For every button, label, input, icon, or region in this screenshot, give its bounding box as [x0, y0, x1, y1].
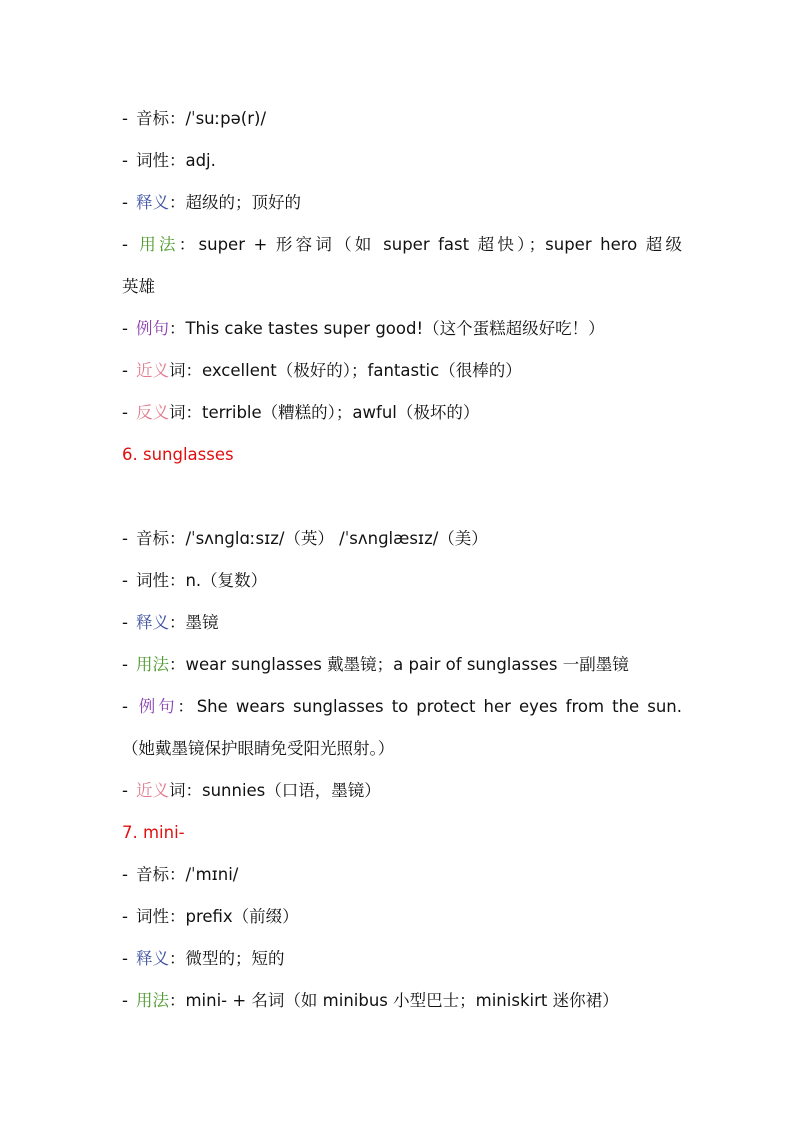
- sunglasses-example-translation: （她戴墨镜保护眼睛免受阳光照射。）: [122, 739, 395, 758]
- bullet-dash: -: [122, 319, 128, 338]
- mini-usage-line: [122, 990, 682, 1012]
- colon: ：: [168, 193, 186, 212]
- phonetic-value: /ˈmɪni/: [185, 865, 239, 884]
- colon: ：: [168, 655, 186, 674]
- synonym-label-suffix: 词: [168, 781, 186, 800]
- pos-value: prefix（前缀）: [185, 907, 299, 926]
- colon: ：: [168, 613, 186, 632]
- meaning-label: 释义: [135, 613, 169, 632]
- sunglasses-phonetic-line: [122, 528, 682, 550]
- synonym-label-suffix: 词: [168, 361, 186, 380]
- super-example-line: [122, 318, 682, 340]
- bullet-dash: -: [122, 991, 128, 1010]
- bullet-dash: -: [122, 235, 128, 254]
- bullet-dash: -: [122, 361, 128, 380]
- pos-value: adj.: [185, 151, 216, 170]
- antonym-label-suffix: 词: [168, 403, 186, 422]
- usage-label: 用法: [135, 655, 169, 674]
- synonym-value: excellent（极好的）；fantastic（很棒的）: [201, 361, 522, 380]
- colon: ：: [185, 781, 202, 800]
- antonym-label: 反义: [135, 403, 169, 422]
- colon: ：: [168, 151, 186, 170]
- super-usage-continuation: 英雄: [122, 277, 155, 296]
- phonetic-label: 音标: [135, 529, 169, 548]
- super-meaning-line: [122, 192, 682, 214]
- usage-value: wear sunglasses 戴墨镜；a pair of sunglasses 一副墨镜: [185, 655, 629, 674]
- pos-label: 词性: [135, 571, 169, 590]
- bullet-dash: -: [122, 403, 128, 422]
- bullet-dash: -: [122, 949, 128, 968]
- sunglasses-meaning-line: [122, 612, 682, 634]
- phonetic-value: /ˈsuːpə(r)/: [185, 109, 267, 128]
- usage-label: 用法: [135, 235, 179, 254]
- colon: ：: [168, 319, 186, 338]
- super-usage-line: [122, 234, 682, 256]
- sunglasses-usage-line: [122, 654, 682, 676]
- colon: ：: [168, 949, 186, 968]
- usage-value: super + 形容词（如 super fast 超快）；super hero 超级: [198, 235, 683, 254]
- synonym-label: 近义: [135, 361, 169, 380]
- pos-label: 词性: [135, 907, 169, 926]
- bullet-dash: -: [122, 865, 128, 884]
- meaning-label: 释义: [135, 193, 169, 212]
- colon: ：: [177, 697, 197, 716]
- colon: ：: [168, 907, 186, 926]
- entry-heading-sunglasses: 6. sunglasses: [122, 445, 234, 464]
- usage-value: mini- + 名词（如 minibus 小型巴士；miniskirt 迷你裙）: [185, 991, 619, 1010]
- phonetic-label: 音标: [135, 865, 169, 884]
- phonetic-value: /ˈsʌnɡlɑːsɪz/（英） /ˈsʌnɡlæsɪz/（美）: [185, 529, 488, 548]
- synonym-value: sunnies（口语，墨镜）: [201, 781, 381, 800]
- super-phonetic-line: [122, 108, 682, 130]
- colon: ：: [168, 529, 186, 548]
- meaning-value: 墨镜: [185, 613, 219, 632]
- colon: ：: [178, 235, 199, 254]
- bullet-dash: -: [122, 151, 128, 170]
- example-value: This cake tastes super good!（这个蛋糕超级好吃！）: [185, 319, 605, 338]
- colon: ：: [185, 361, 202, 380]
- sunglasses-example-line: [122, 696, 682, 718]
- synonym-label: 近义: [135, 781, 169, 800]
- phonetic-label: 音标: [135, 109, 169, 128]
- pos-label: 词性: [135, 151, 169, 170]
- pos-value: n.（复数）: [185, 571, 268, 590]
- meaning-value: 微型的；短的: [185, 949, 285, 968]
- example-label: 例句: [135, 319, 169, 338]
- super-pos-line: [122, 150, 682, 172]
- colon: ：: [185, 403, 202, 422]
- mini-phonetic-line: [122, 864, 682, 886]
- bullet-dash: -: [122, 781, 128, 800]
- mini-pos-line: [122, 906, 682, 928]
- sunglasses-synonym-line: [122, 780, 682, 802]
- bullet-dash: -: [122, 697, 128, 716]
- colon: ：: [168, 991, 186, 1010]
- usage-label: 用法: [135, 991, 169, 1010]
- antonym-value: terrible（糟糕的）；awful（极坏的）: [201, 403, 480, 422]
- bullet-dash: -: [122, 109, 128, 128]
- super-synonym-line: [122, 360, 682, 382]
- example-value: She wears sunglasses to protect her eyes from the sun.: [196, 697, 683, 716]
- sunglasses-pos-line: [122, 570, 682, 592]
- example-label: 例句: [135, 697, 178, 716]
- colon: ：: [168, 571, 186, 590]
- bullet-dash: -: [122, 193, 128, 212]
- meaning-label: 释义: [135, 949, 169, 968]
- meaning-value: 超级的；顶好的: [185, 193, 301, 212]
- bullet-dash: -: [122, 655, 128, 674]
- super-antonym-line: [122, 402, 682, 424]
- entry-heading-mini: 7. mini-: [122, 823, 185, 842]
- mini-meaning-line: [122, 948, 682, 970]
- colon: ：: [168, 109, 186, 128]
- colon: ：: [168, 865, 186, 884]
- bullet-dash: -: [122, 613, 128, 632]
- bullet-dash: -: [122, 571, 128, 590]
- bullet-dash: -: [122, 529, 128, 548]
- bullet-dash: -: [122, 907, 128, 926]
